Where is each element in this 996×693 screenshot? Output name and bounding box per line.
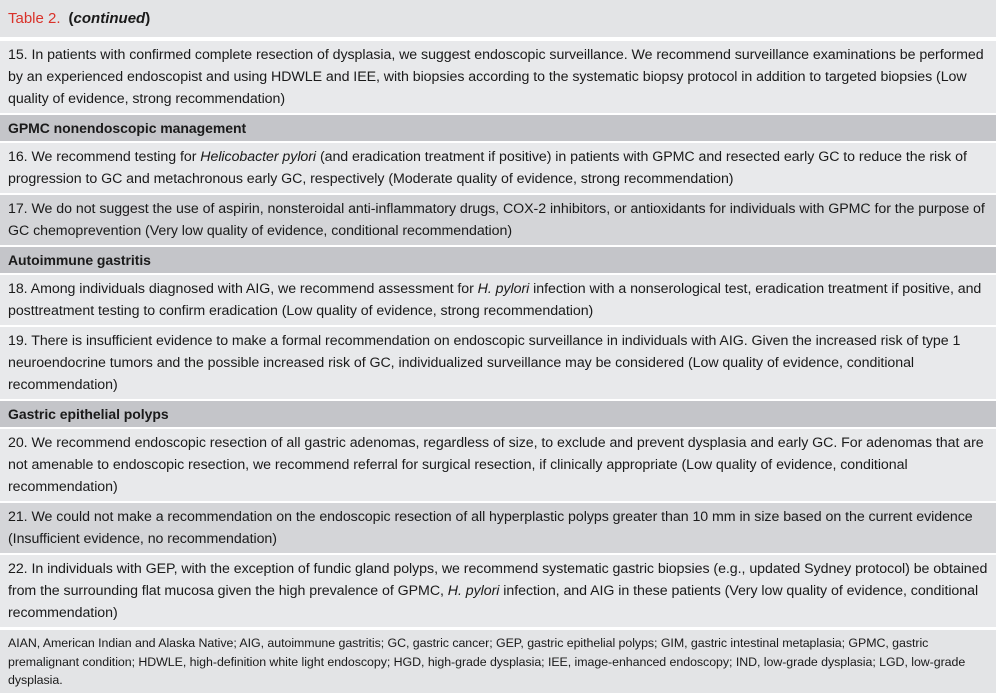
recommendation-16	[0, 141, 996, 193]
table-continued-note	[69, 10, 151, 27]
recommendation-17: 17. We do not suggest the use of aspirin, nonsteroidal anti-inflammatory drugs, COX-2 inhibitors, or antioxidants for individuals with GPMC for the purpose of GC chemoprevention (Very low quality of evidence, conditional recommendation)	[0, 193, 996, 245]
table-label: Table 2.	[8, 10, 61, 27]
recommendation-19: 19. There is insufficient evidence to make a formal recommendation on endoscopic surveillance in individuals with AIG. Given the increased risk of type 1 neuroendocrine tumors and the possible increased risk of GC, individualized surveillance may be considered (Low quality of evidence, conditional recommendation)	[0, 325, 996, 399]
rec22-text: 22. In individuals with GEP, with the exception of fundic gland polyps, we recommend systematic gastric biopsies (e.g., updated Sydney protocol) be obtained from the surrounding flat mucosa given the high prevalence of GPMC,	[8, 561, 988, 599]
section-header-polyps: Gastric epithelial polyps	[0, 399, 996, 427]
continued-text: continued	[73, 10, 146, 27]
rec18-italic: H. pylori	[477, 281, 530, 297]
open-paren: (	[68, 10, 74, 27]
section-header-aig: Autoimmune gastritis	[0, 245, 996, 273]
rec16-text: 16. We recommend testing for	[8, 149, 201, 165]
table-footnote: AIAN, American Indian and Alaska Native; AIG, autoimmune gastritis; GC, gastric cancer; GEP, gastric epithelial polyps; GIM, gastric intestinal metaplasia; GPMC, gastric premalignant condition; HDWLE, high-definition white light endoscopy; HGD, high-grade dysplasia; IEE, image-enhanced endoscopy; IND, low-grade dysplasia; LGD, low-grade dysplasia.	[0, 627, 996, 693]
recommendation-20: 20. We recommend endoscopic resection of all gastric adenomas, regardless of size, to exclude and prevent dysplasia and early GC. For adenomas that are not amenable to endoscopic resection, we recommend referral for surgical resection, if clinically appropriate (Low quality of evidence, conditional recommendation)	[0, 427, 996, 501]
rec16-text-end: (and eradication treatment if positive) in patients with GPMC and resected early GC to reduce the risk of progression to GC and metachronous early GC, respectively (Moderate quality of evidence, strong recommendation)	[8, 149, 967, 187]
rec22-text-end: infection, and AIG in these patients (Very low quality of evidence, conditional recommendation)	[8, 583, 979, 621]
rec22-italic: H. pylori	[447, 583, 500, 599]
recommendation-22	[0, 553, 996, 627]
recommendation-18	[0, 273, 996, 325]
section-header-gpmc: GPMC nonendoscopic management	[0, 113, 996, 141]
recommendation-21: 21. We could not make a recommendation on the endoscopic resection of all hyperplastic polyps greater than 10 mm in size based on the current evidence (Insufficient evidence, no recommendation)	[0, 501, 996, 553]
rec16-italic: Helicobacter pylori	[200, 149, 317, 165]
rec18-text-end: infection with a nonserological test, eradication treatment if positive, and posttreatment testing to confirm eradication (Low quality of evidence, strong recommendation)	[8, 281, 982, 319]
close-paren: )	[145, 10, 151, 27]
table-title	[0, 0, 996, 37]
rec18-text: 18. Among individuals diagnosed with AIG, we recommend assessment for	[8, 281, 478, 297]
recommendation-15: 15. In patients with confirmed complete resection of dysplasia, we suggest endoscopic surveillance. We recommend surveillance examinations be performed by an experienced endoscopist and using HDWLE and IEE, with biopsies according to the systematic biopsy protocol in addition to targeted biopsies (Low quality of evidence, strong recommendation)	[0, 37, 996, 113]
